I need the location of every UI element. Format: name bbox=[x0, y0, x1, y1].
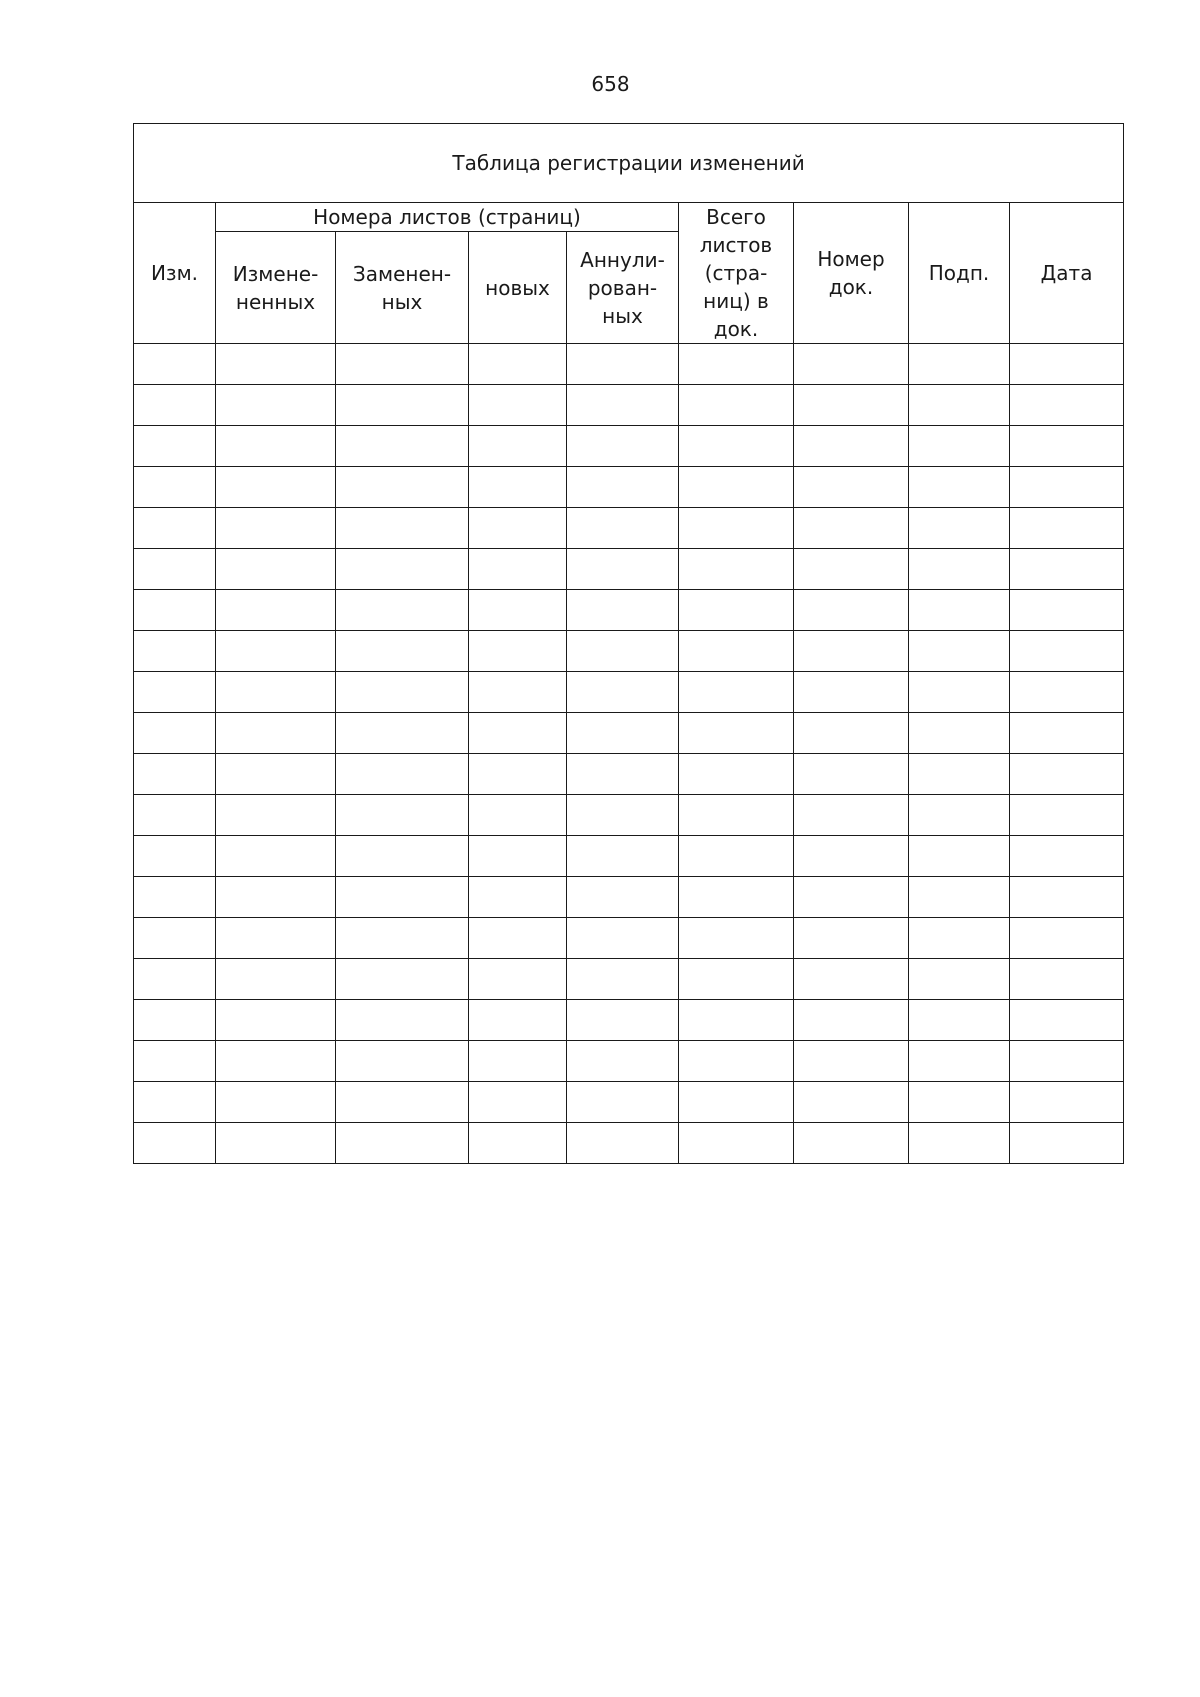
table-cell bbox=[469, 1082, 567, 1123]
table-cell bbox=[1010, 877, 1124, 918]
table-cell bbox=[567, 1000, 679, 1041]
table-cell bbox=[336, 426, 469, 467]
table-cell bbox=[567, 467, 679, 508]
table-cell bbox=[794, 754, 909, 795]
table-cell bbox=[794, 795, 909, 836]
table-cell bbox=[794, 344, 909, 385]
table-cell bbox=[134, 426, 216, 467]
table-row bbox=[134, 1000, 1124, 1041]
table-cell bbox=[134, 1123, 216, 1164]
header-change: Изм. bbox=[134, 203, 216, 344]
table-cell bbox=[909, 508, 1010, 549]
table-row bbox=[134, 795, 1124, 836]
table-cell bbox=[134, 631, 216, 672]
table-cell bbox=[1010, 959, 1124, 1000]
table-cell bbox=[1010, 795, 1124, 836]
table-cell bbox=[567, 549, 679, 590]
table-cell bbox=[134, 1041, 216, 1082]
table-cell bbox=[216, 1041, 336, 1082]
table-row bbox=[134, 344, 1124, 385]
table-cell bbox=[679, 1082, 794, 1123]
table-cell bbox=[469, 385, 567, 426]
table-cell bbox=[1010, 1082, 1124, 1123]
table-cell bbox=[909, 1082, 1010, 1123]
table-cell bbox=[794, 590, 909, 631]
table-row bbox=[134, 631, 1124, 672]
table-cell bbox=[794, 385, 909, 426]
table-cell bbox=[469, 344, 567, 385]
table-cell bbox=[336, 508, 469, 549]
table-row bbox=[134, 508, 1124, 549]
table-cell bbox=[794, 631, 909, 672]
table-cell bbox=[134, 1082, 216, 1123]
table-cell bbox=[134, 795, 216, 836]
table-cell bbox=[1010, 754, 1124, 795]
table-cell bbox=[679, 672, 794, 713]
table-cell bbox=[679, 631, 794, 672]
table-cell bbox=[469, 959, 567, 1000]
table-cell bbox=[794, 1082, 909, 1123]
table-cell bbox=[134, 1000, 216, 1041]
table-cell bbox=[216, 385, 336, 426]
table-cell bbox=[794, 508, 909, 549]
table-title: Таблица регистрации изменений bbox=[134, 124, 1124, 203]
table-cell bbox=[794, 467, 909, 508]
table-cell bbox=[216, 631, 336, 672]
table-row bbox=[134, 1123, 1124, 1164]
table-header-group-row bbox=[134, 203, 1124, 232]
table-row bbox=[134, 836, 1124, 877]
table-cell bbox=[567, 1123, 679, 1164]
table-cell bbox=[469, 713, 567, 754]
table-cell bbox=[336, 1041, 469, 1082]
header-changed: Измене- ненных bbox=[216, 232, 336, 344]
table-cell bbox=[909, 1123, 1010, 1164]
table-cell bbox=[469, 836, 567, 877]
table-cell bbox=[1010, 631, 1124, 672]
table-cell bbox=[794, 672, 909, 713]
table-cell bbox=[679, 549, 794, 590]
table-cell bbox=[336, 1082, 469, 1123]
table-cell bbox=[567, 795, 679, 836]
table-cell bbox=[567, 877, 679, 918]
table-row bbox=[134, 467, 1124, 508]
change-registration-table bbox=[133, 123, 1124, 1164]
table-cell bbox=[1010, 1041, 1124, 1082]
table-cell bbox=[1010, 344, 1124, 385]
table-cell bbox=[567, 590, 679, 631]
table-cell bbox=[134, 918, 216, 959]
table-cell bbox=[216, 1123, 336, 1164]
header-signature: Подп. bbox=[909, 203, 1010, 344]
table-cell bbox=[679, 1041, 794, 1082]
table-cell bbox=[134, 836, 216, 877]
table-cell bbox=[469, 508, 567, 549]
table-cell bbox=[336, 754, 469, 795]
table-cell bbox=[567, 672, 679, 713]
table-cell bbox=[679, 1123, 794, 1164]
table-cell bbox=[336, 918, 469, 959]
table-cell bbox=[567, 508, 679, 549]
table-cell bbox=[794, 877, 909, 918]
table-cell bbox=[336, 1000, 469, 1041]
table-row bbox=[134, 590, 1124, 631]
table-cell bbox=[1010, 467, 1124, 508]
table-cell bbox=[909, 549, 1010, 590]
table-cell bbox=[567, 344, 679, 385]
table-cell bbox=[469, 754, 567, 795]
table-cell bbox=[909, 877, 1010, 918]
table-row bbox=[134, 549, 1124, 590]
table-cell bbox=[567, 836, 679, 877]
table-cell bbox=[134, 385, 216, 426]
table-cell bbox=[336, 385, 469, 426]
table-cell bbox=[1010, 836, 1124, 877]
table-cell bbox=[909, 344, 1010, 385]
table-cell bbox=[134, 344, 216, 385]
table-cell bbox=[336, 549, 469, 590]
table-cell bbox=[336, 795, 469, 836]
header-doc-number: Номер док. bbox=[794, 203, 909, 344]
table-cell bbox=[469, 1123, 567, 1164]
table-cell bbox=[336, 836, 469, 877]
table-cell bbox=[1010, 385, 1124, 426]
table-cell bbox=[216, 1082, 336, 1123]
table-row bbox=[134, 918, 1124, 959]
table-cell bbox=[134, 549, 216, 590]
table-cell bbox=[679, 467, 794, 508]
table-cell bbox=[216, 877, 336, 918]
table-cell bbox=[679, 1000, 794, 1041]
table-cell bbox=[909, 918, 1010, 959]
table-cell bbox=[679, 344, 794, 385]
header-new: новых bbox=[469, 232, 567, 344]
table-cell bbox=[469, 590, 567, 631]
table-cell bbox=[469, 795, 567, 836]
table-cell bbox=[567, 426, 679, 467]
table-cell bbox=[216, 672, 336, 713]
table-cell bbox=[679, 918, 794, 959]
table-cell bbox=[216, 549, 336, 590]
header-total-sheets: Всего листов (стра- ниц) в док. bbox=[679, 203, 794, 344]
table-cell bbox=[1010, 508, 1124, 549]
header-date: Дата bbox=[1010, 203, 1124, 344]
table-cell bbox=[909, 631, 1010, 672]
table-row bbox=[134, 877, 1124, 918]
table-cell bbox=[134, 754, 216, 795]
table-cell bbox=[1010, 1000, 1124, 1041]
table-cell bbox=[567, 1041, 679, 1082]
table-cell bbox=[794, 959, 909, 1000]
table-cell bbox=[794, 426, 909, 467]
table-cell bbox=[336, 467, 469, 508]
table-cell bbox=[909, 1000, 1010, 1041]
table-cell bbox=[134, 590, 216, 631]
table-cell bbox=[1010, 549, 1124, 590]
table-cell bbox=[134, 713, 216, 754]
table-row bbox=[134, 754, 1124, 795]
table-cell bbox=[336, 713, 469, 754]
table-cell bbox=[909, 426, 1010, 467]
table-cell bbox=[216, 754, 336, 795]
table-cell bbox=[1010, 1123, 1124, 1164]
table-cell bbox=[679, 877, 794, 918]
table-cell bbox=[909, 713, 1010, 754]
table-cell bbox=[336, 672, 469, 713]
table-cell bbox=[567, 959, 679, 1000]
table-cell bbox=[216, 918, 336, 959]
table-cell bbox=[679, 713, 794, 754]
table-cell bbox=[469, 549, 567, 590]
table-cell bbox=[216, 836, 336, 877]
table-row bbox=[134, 426, 1124, 467]
table-row bbox=[134, 1082, 1124, 1123]
table-cell bbox=[469, 1000, 567, 1041]
table-cell bbox=[336, 631, 469, 672]
table-row bbox=[134, 385, 1124, 426]
header-annulled: Аннули- рован- ных bbox=[567, 232, 679, 344]
table-cell bbox=[794, 836, 909, 877]
page-number: 658 bbox=[591, 72, 630, 96]
table-cell bbox=[909, 672, 1010, 713]
table-cell bbox=[216, 344, 336, 385]
table-cell bbox=[909, 795, 1010, 836]
table-cell bbox=[216, 959, 336, 1000]
table-cell bbox=[909, 1041, 1010, 1082]
table-cell bbox=[794, 1123, 909, 1164]
table-row bbox=[134, 1041, 1124, 1082]
table-cell bbox=[909, 754, 1010, 795]
table-cell bbox=[794, 1000, 909, 1041]
table-cell bbox=[794, 1041, 909, 1082]
table-cell bbox=[336, 1123, 469, 1164]
header-sheet-numbers: Номера листов (страниц) bbox=[216, 203, 679, 232]
table-cell bbox=[216, 426, 336, 467]
table-cell bbox=[679, 385, 794, 426]
table-cell bbox=[567, 918, 679, 959]
table-cell bbox=[1010, 426, 1124, 467]
table-cell bbox=[469, 672, 567, 713]
table-cell bbox=[336, 877, 469, 918]
table-cell bbox=[216, 467, 336, 508]
table-cell bbox=[909, 590, 1010, 631]
table-cell bbox=[567, 713, 679, 754]
table-cell bbox=[216, 590, 336, 631]
table-cell bbox=[469, 426, 567, 467]
table-cell bbox=[909, 836, 1010, 877]
table-cell bbox=[1010, 713, 1124, 754]
table-body bbox=[134, 344, 1124, 1164]
table-cell bbox=[679, 795, 794, 836]
table-cell bbox=[1010, 590, 1124, 631]
table-cell bbox=[336, 959, 469, 1000]
table-cell bbox=[794, 713, 909, 754]
table-cell bbox=[567, 385, 679, 426]
table-title-row bbox=[134, 124, 1124, 203]
table-cell bbox=[794, 549, 909, 590]
table-cell bbox=[679, 426, 794, 467]
table-cell bbox=[469, 631, 567, 672]
table-cell bbox=[469, 918, 567, 959]
table-cell bbox=[679, 754, 794, 795]
table-cell bbox=[216, 795, 336, 836]
table-cell bbox=[567, 1082, 679, 1123]
table-cell bbox=[336, 590, 469, 631]
table-cell bbox=[216, 713, 336, 754]
table-cell bbox=[567, 631, 679, 672]
table-cell bbox=[134, 959, 216, 1000]
table-cell bbox=[909, 385, 1010, 426]
table-row bbox=[134, 672, 1124, 713]
table-cell bbox=[794, 918, 909, 959]
table-cell bbox=[216, 1000, 336, 1041]
table-cell bbox=[679, 590, 794, 631]
table-cell bbox=[1010, 672, 1124, 713]
table-cell bbox=[567, 754, 679, 795]
table-cell bbox=[909, 467, 1010, 508]
table-cell bbox=[336, 344, 469, 385]
table-row bbox=[134, 959, 1124, 1000]
table-cell bbox=[469, 877, 567, 918]
table-cell bbox=[679, 959, 794, 1000]
table-row bbox=[134, 713, 1124, 754]
table-cell bbox=[469, 1041, 567, 1082]
table-cell bbox=[1010, 918, 1124, 959]
table-cell bbox=[679, 508, 794, 549]
table-cell bbox=[216, 508, 336, 549]
table-cell bbox=[134, 467, 216, 508]
table-cell bbox=[679, 836, 794, 877]
table-cell bbox=[909, 959, 1010, 1000]
table-cell bbox=[134, 672, 216, 713]
table-cell bbox=[134, 508, 216, 549]
table-cell bbox=[134, 877, 216, 918]
header-replaced: Заменен- ных bbox=[336, 232, 469, 344]
table-cell bbox=[469, 467, 567, 508]
